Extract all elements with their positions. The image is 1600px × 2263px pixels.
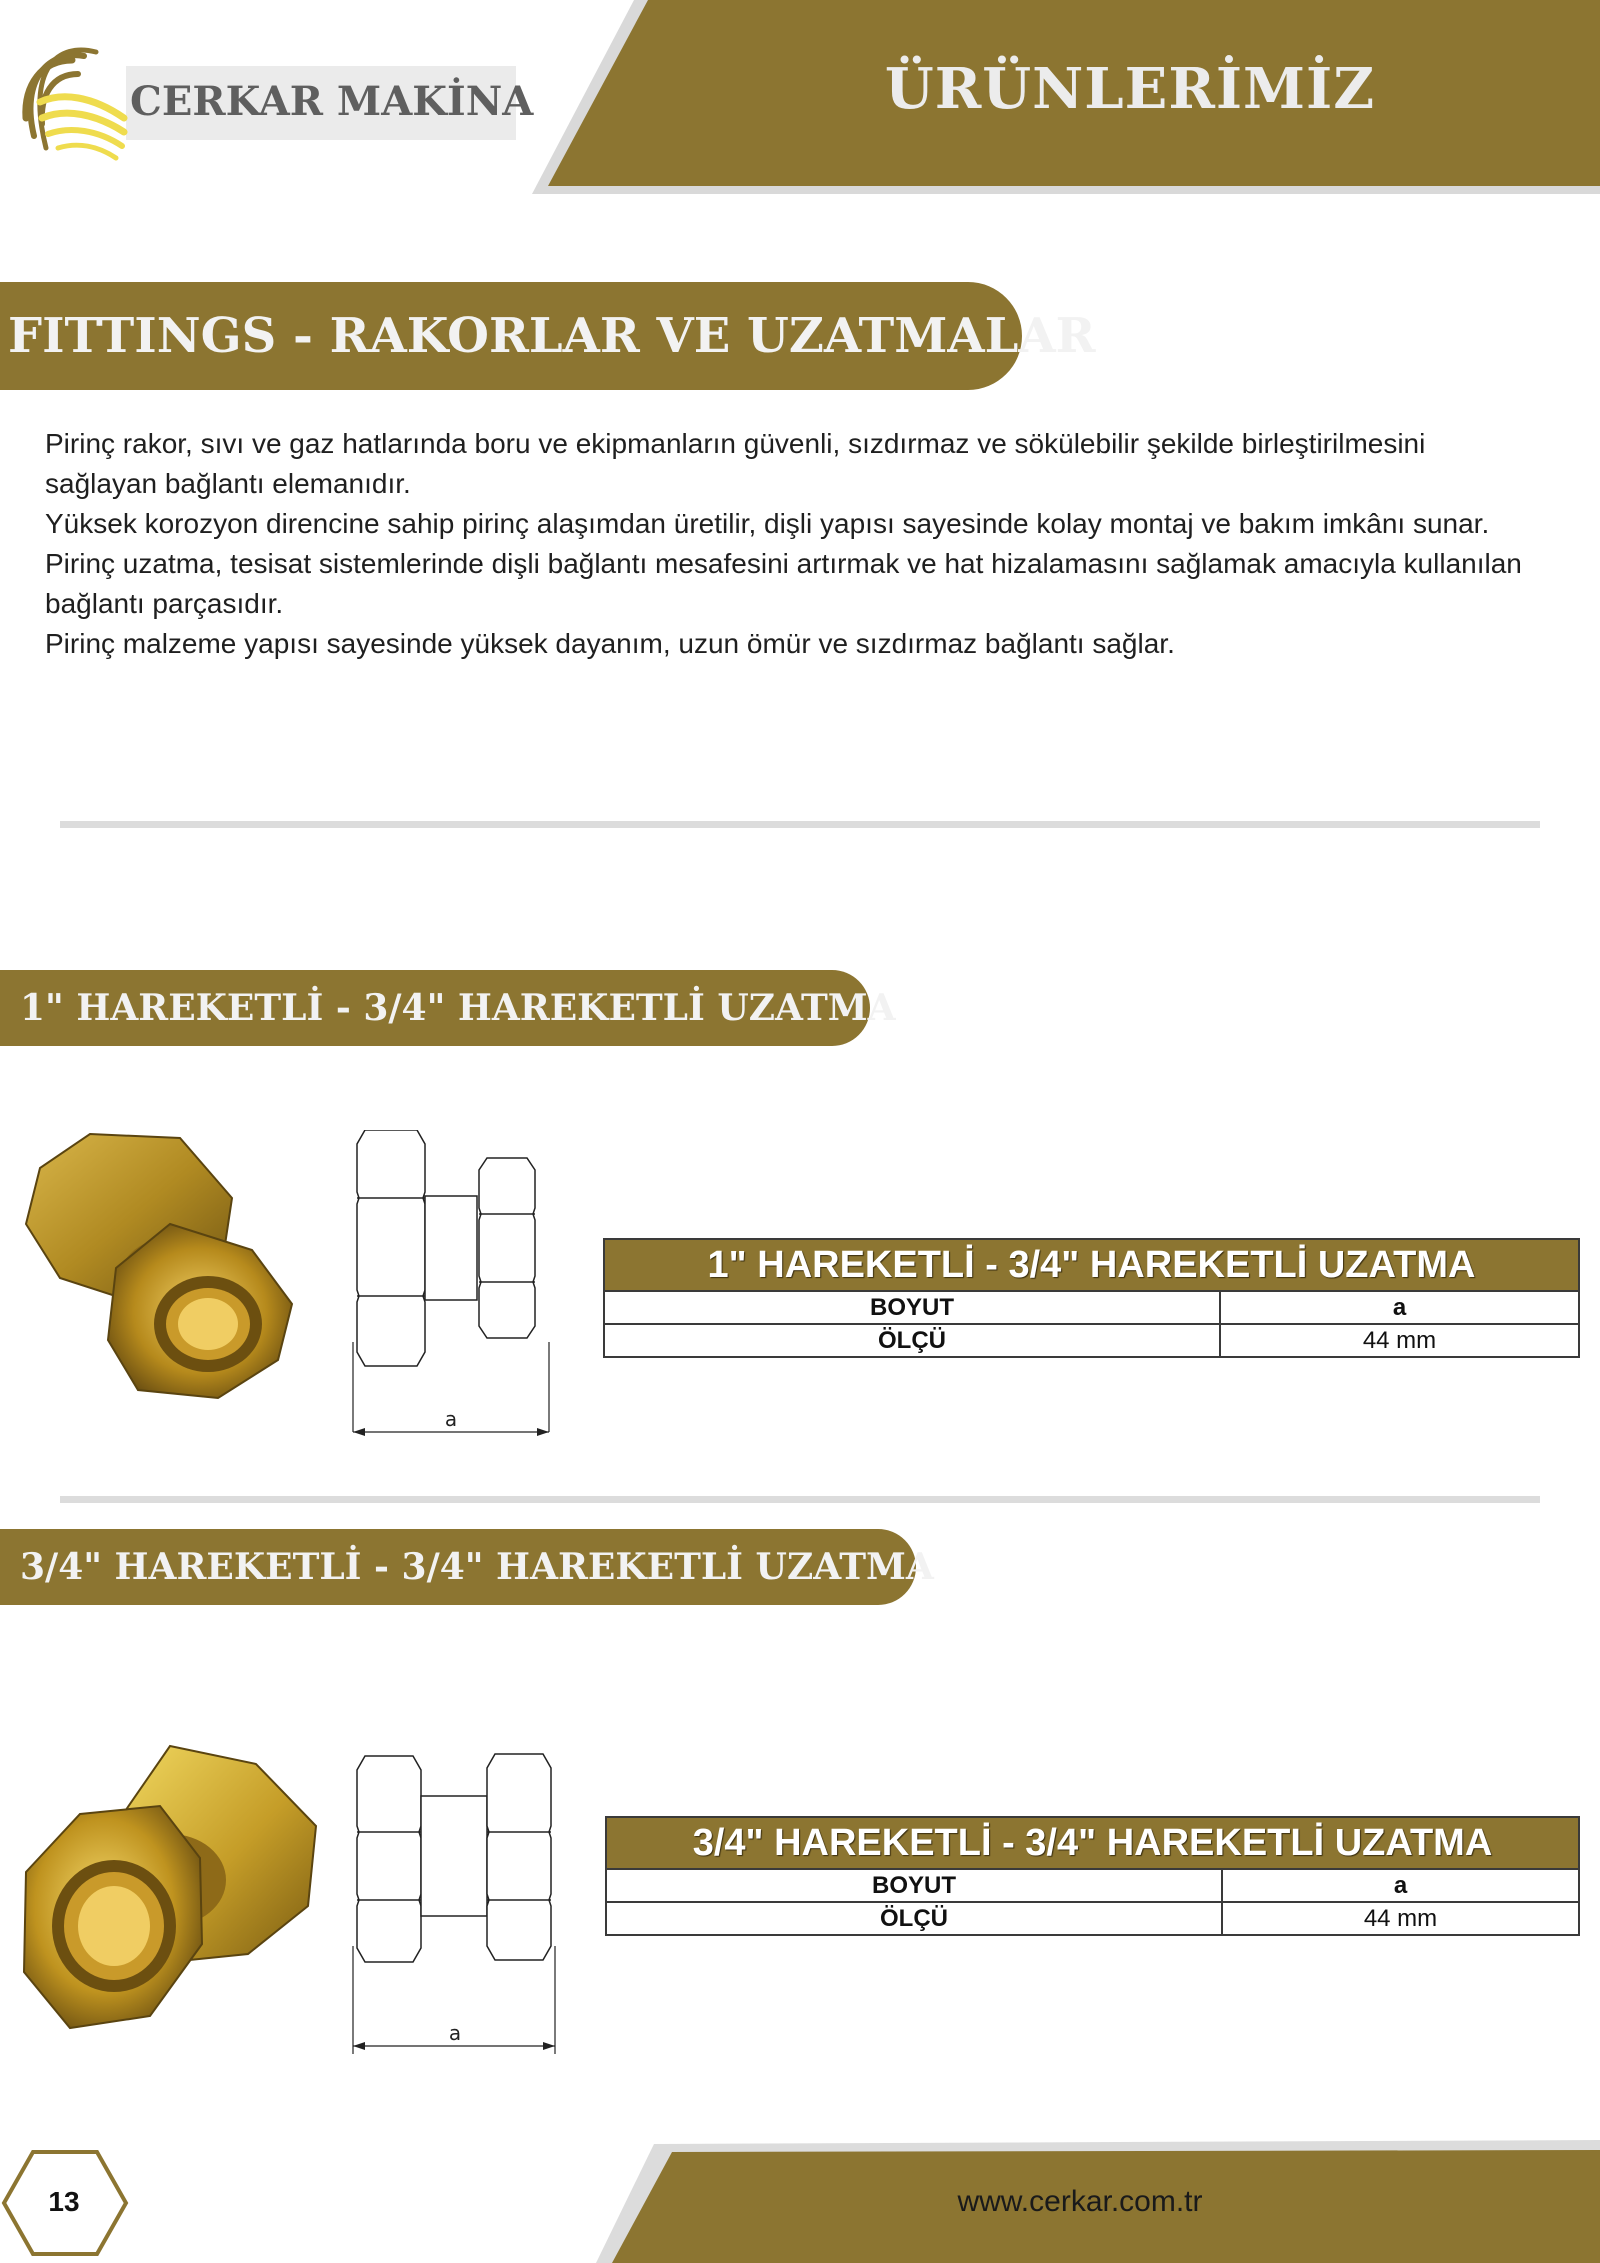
table-row [605, 1292, 1578, 1325]
logo-icon [12, 40, 132, 170]
dimension-label: a [448, 2021, 462, 2045]
spec-table-2 [605, 1816, 1580, 1936]
table-cell-label: ÖLÇÜ [605, 1325, 1221, 1356]
table-cell-value: 44 mm [1362, 1327, 1437, 1354]
product-photo-2 [20, 1740, 320, 2030]
section-title: FITTINGS - RAKORLAR VE UZATMALAR [0, 282, 1022, 390]
brand-name: CERKAR MAKİNA [130, 78, 534, 125]
page-number: 13 [48, 2186, 80, 2217]
table-cell-label: ÖLÇÜ [607, 1903, 1223, 1934]
divider [60, 1496, 1540, 1503]
table-cell-value: a [1393, 1872, 1408, 1899]
technical-drawing-1 [345, 1130, 555, 1440]
footer-url[interactable]: www.cerkar.com.tr [957, 2185, 1203, 2218]
spec-table-title: 1" HAREKETLİ - 3/4" HAREKETLİ UZATMA [605, 1240, 1578, 1292]
spec-table-1 [603, 1238, 1580, 1358]
intro-paragraph: Yüksek korozyon direncine sahip pirinç alaşımdan üretilir, dişli yapısı sayesinde kolay montaj ve bakım imkânı sunar. [45, 508, 1490, 539]
technical-drawing-2 [345, 1750, 565, 2060]
table-row [605, 1325, 1578, 1356]
header-title: ÜRÜNLERİMİZ [884, 56, 1376, 122]
table-cell-value: a [1392, 1294, 1407, 1321]
table-row [607, 1903, 1578, 1934]
table-cell-label: BOYUT [605, 1292, 1221, 1323]
table-row [607, 1870, 1578, 1903]
table-cell-label: BOYUT [607, 1870, 1223, 1901]
table-cell-value: 44 mm [1363, 1905, 1438, 1932]
divider [60, 821, 1540, 828]
intro-paragraph: Pirinç rakor, sıvı ve gaz hatlarında boru ve ekipmanların güvenli, sızdırmaz ve sökülebilir şekilde birleştirilmesini sağlayan bağlantı elemanıdır. [45, 428, 1426, 499]
intro-paragraph: Pirinç uzatma, tesisat sistemlerinde dişli bağlantı mesafesini artırmak ve hat hizalamasını sağlamak amacıyla kullanılan bağlantı parçasıdır. [45, 548, 1522, 619]
dimension-label: a [444, 1407, 458, 1431]
product-heading-2: 3/4" HAREKETLİ - 3/4" HAREKETLİ UZATMA [0, 1529, 916, 1605]
intro-paragraph: Pirinç malzeme yapısı sayesinde yüksek dayanım, uzun ömür ve sızdırmaz bağlantı sağlar. [45, 628, 1175, 659]
intro-text [45, 424, 1545, 664]
spec-table-title: 3/4" HAREKETLİ - 3/4" HAREKETLİ UZATMA [607, 1818, 1578, 1870]
product-photo-1 [20, 1128, 300, 1400]
product-heading-1: 1" HAREKETLİ - 3/4" HAREKETLİ UZATMA [0, 970, 870, 1046]
